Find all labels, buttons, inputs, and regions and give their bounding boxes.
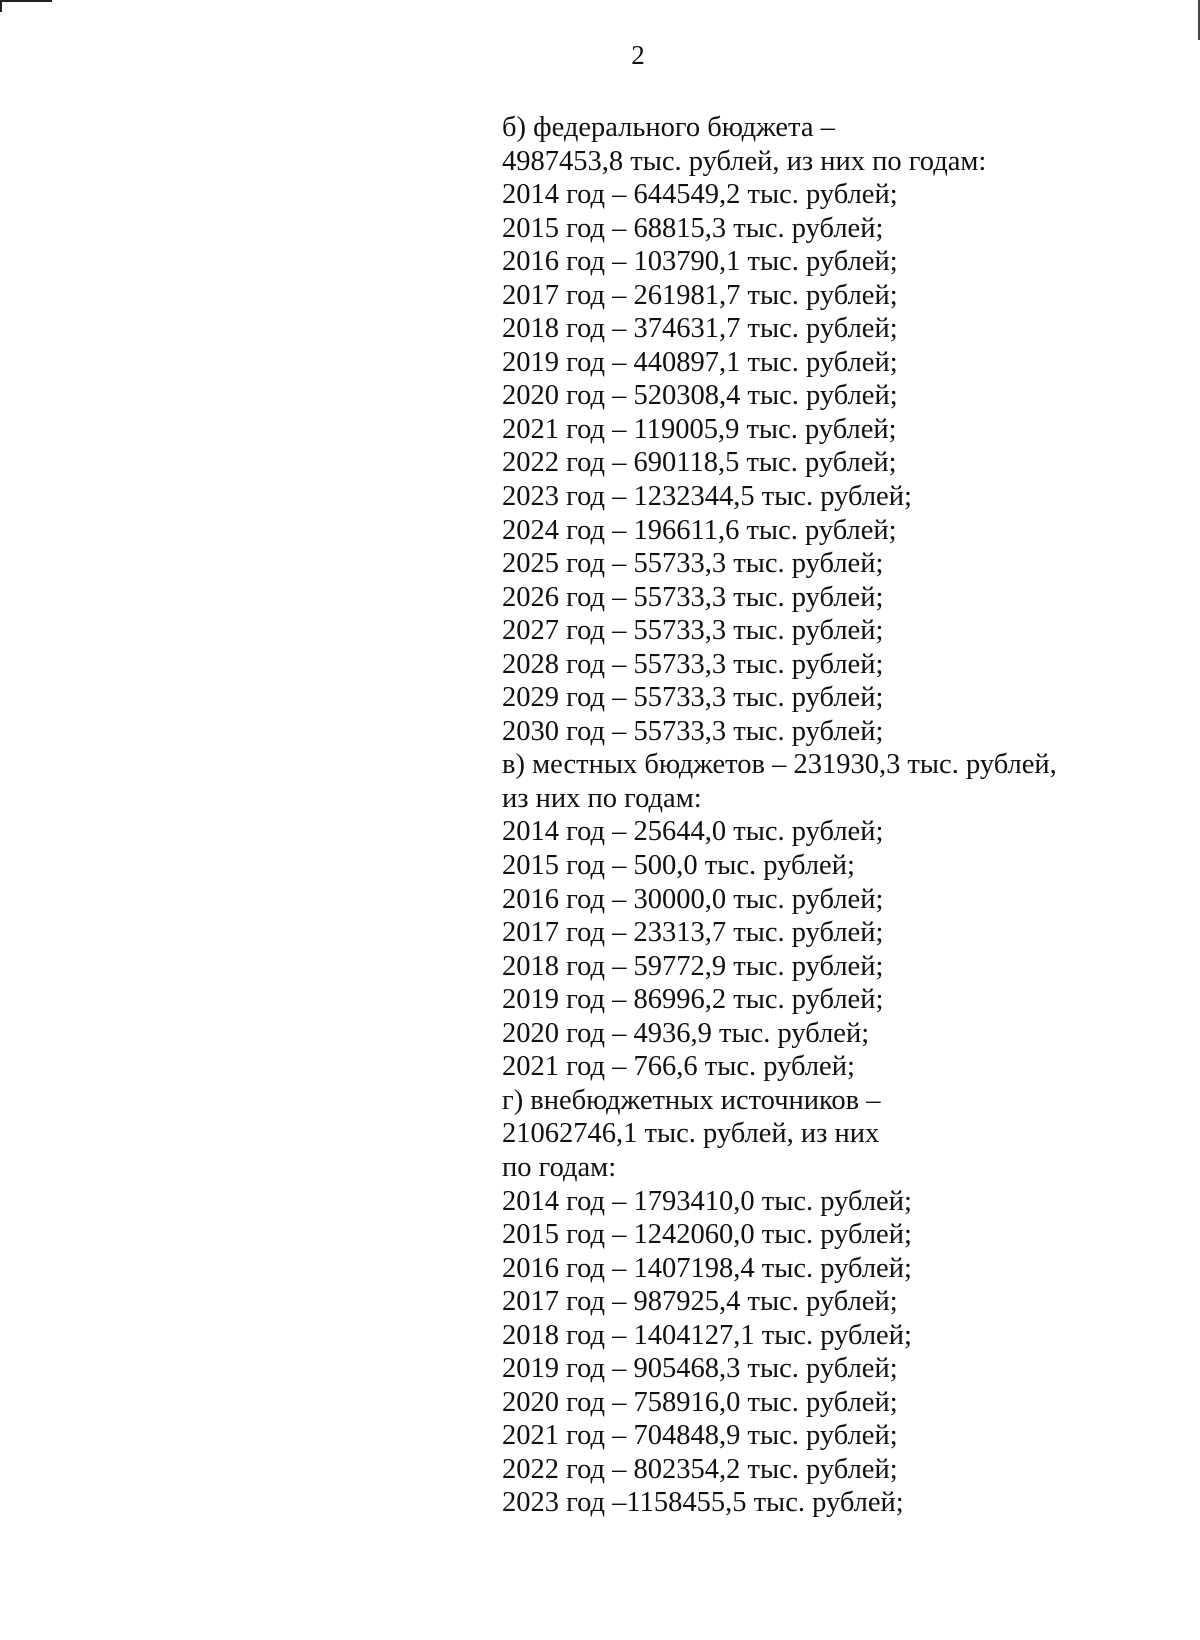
text-line: 2015 год – 68815,3 тыс. рублей; — [502, 212, 884, 244]
text-line: 2022 год – 802354,2 тыс. рублей; — [502, 1453, 898, 1485]
scan-border-mark — [1194, 0, 1200, 40]
text-line: 2028 год – 55733,3 тыс. рублей; — [502, 648, 884, 680]
text-line: 2016 год – 1407198,4 тыс. рублей; — [502, 1252, 912, 1284]
text-line: 2014 год – 644549,2 тыс. рублей; — [502, 179, 898, 211]
text-line: 2018 год – 59772,9 тыс. рублей; — [502, 950, 884, 982]
budget-text-block — [502, 111, 1182, 1520]
page-number: 2 — [631, 40, 645, 70]
text-line: 2023 год – 1232344,5 тыс. рублей; — [502, 481, 912, 513]
text-line: 2021 год – 766,6 тыс. рублей; — [502, 1051, 855, 1083]
text-line: б) федерального бюджета – — [502, 112, 835, 143]
text-line: 2024 год – 196611,6 тыс. рублей; — [502, 514, 897, 546]
text-line: 4987453,8 тыс. рублей, из них по годам: — [502, 145, 987, 177]
text-line: 2018 год – 1404127,1 тыс. рублей; — [502, 1319, 912, 1351]
text-line: из них по годам: — [502, 782, 702, 814]
text-line: 2018 год – 374631,7 тыс. рублей; — [502, 313, 898, 345]
scan-border-mark — [0, 0, 52, 12]
text-line: 2014 год – 1793410,0 тыс. рублей; — [502, 1185, 912, 1217]
text-line: по годам: — [502, 1151, 617, 1183]
text-line: 2019 год – 905468,3 тыс. рублей; — [502, 1353, 898, 1385]
text-line: 2019 год – 440897,1 тыс. рублей; — [502, 346, 898, 378]
text-line: 21062746,1 тыс. рублей, из них — [502, 1118, 880, 1150]
text-line: 2027 год – 55733,3 тыс. рублей; — [502, 615, 884, 647]
text-line: 2020 год – 520308,4 тыс. рублей; — [502, 380, 898, 412]
text-line: 2025 год – 55733,3 тыс. рублей; — [502, 548, 884, 580]
text-line: 2017 год – 23313,7 тыс. рублей; — [502, 917, 884, 949]
text-line: г) внебюджетных источников – — [502, 1084, 881, 1116]
text-line: 2020 год – 758916,0 тыс. рублей; — [502, 1386, 898, 1418]
text-line: 2030 год – 55733,3 тыс. рублей; — [502, 715, 884, 747]
text-line: 2017 год – 987925,4 тыс. рублей; — [502, 1286, 898, 1318]
text-line: 2021 год – 704848,9 тыс. рублей; — [502, 1420, 898, 1452]
text-line: 2026 год – 55733,3 тыс. рублей; — [502, 581, 884, 613]
text-line: в) местных бюджетов – 231930,3 тыс. рублей, — [502, 749, 1057, 781]
text-line: 2017 год – 261981,7 тыс. рублей; — [502, 279, 898, 311]
text-line: 2016 год – 103790,1 тыс. рублей; — [502, 246, 898, 278]
text-line: 2016 год – 30000,0 тыс. рублей; — [502, 883, 884, 915]
text-line: 2014 год – 25644,0 тыс. рублей; — [502, 816, 884, 848]
text-line: 2019 год – 86996,2 тыс. рублей; — [502, 984, 884, 1016]
text-line: 2015 год – 500,0 тыс. рублей; — [502, 850, 855, 882]
text-line: 2020 год – 4936,9 тыс. рублей; — [502, 1017, 870, 1049]
text-line: 2015 год – 1242060,0 тыс. рублей; — [502, 1219, 912, 1251]
text-line: 2022 год – 690118,5 тыс. рублей; — [502, 447, 897, 479]
text-line: 2023 год –1158455,5 тыс. рублей; — [502, 1487, 904, 1519]
text-line: 2021 год – 119005,9 тыс. рублей; — [502, 413, 897, 445]
text-line: 2029 год – 55733,3 тыс. рублей; — [502, 682, 884, 714]
